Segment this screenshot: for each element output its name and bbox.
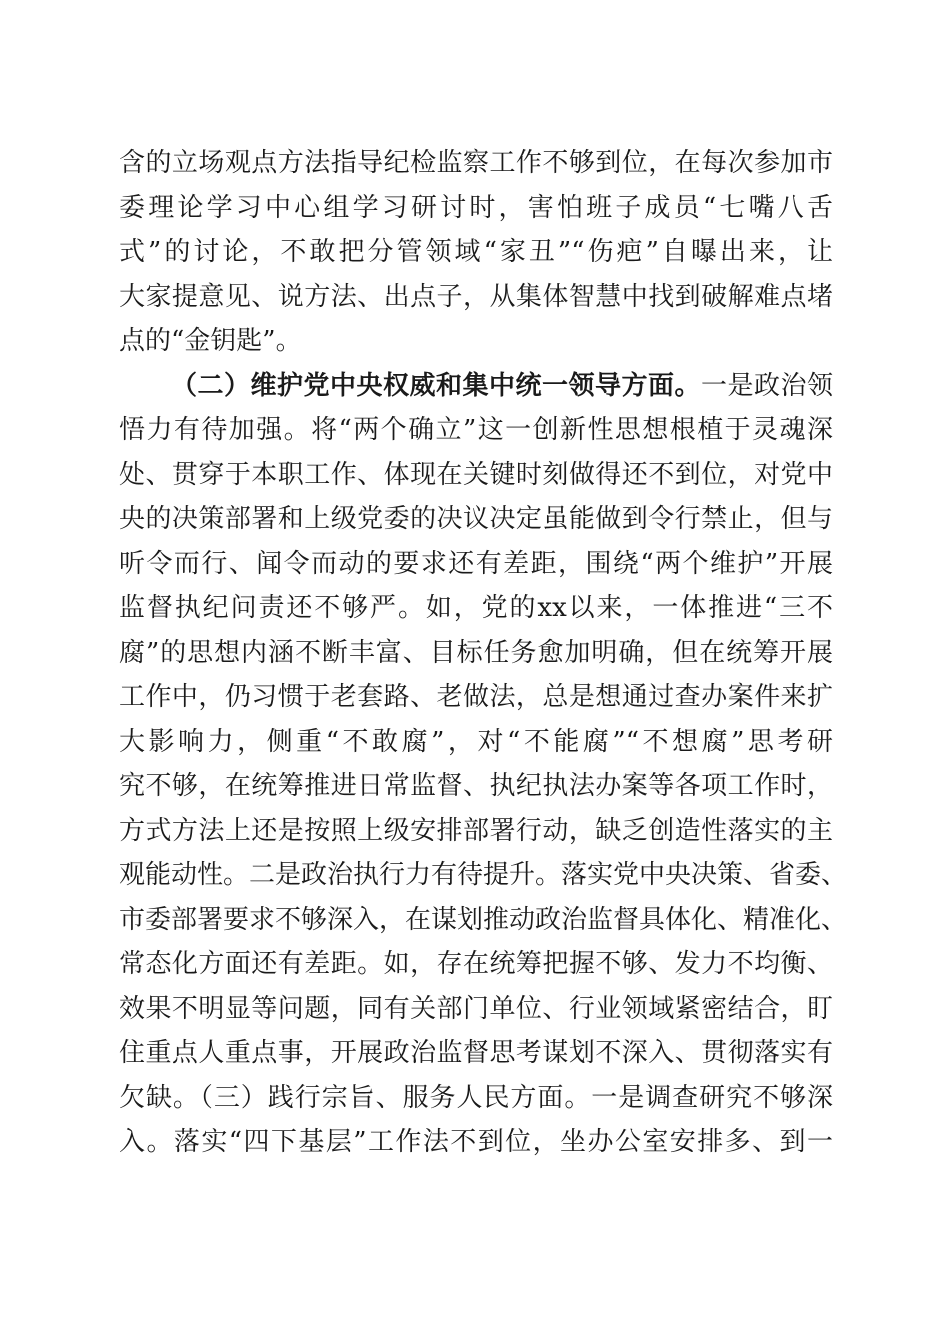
text-line: 腐”的思想内涵不断丰富、目标任务愈加明确，但在统筹开展 <box>119 637 833 668</box>
text-line: 处、贯穿于本职工作、体现在关键时刻做得还不到位，对党中 <box>119 459 833 490</box>
text-line: 究不够，在统筹推进日常监督、执纪执法办案等各项工作时， <box>119 771 833 801</box>
text-run: 一是政治领 <box>700 370 833 401</box>
text-line: 大家提意见、说方法、出点子，从集体智慧中找到破解难点堵 <box>119 281 833 312</box>
text-line: 央的决策部署和上级党委的决议决定虽能做到令行禁止，但与 <box>119 504 833 534</box>
body-text <box>119 141 848 1165</box>
text-line: 市委部署要求不够深入，在谋划推动政治监督具体化、精准化、 <box>119 904 848 935</box>
text-line: 听令而行、闻令而动的要求还有差距，围绕“两个维护”开展 <box>119 548 833 579</box>
text-line: 式”的讨论，不敢把分管领域“家丑”“伤疤”自曝出来，让 <box>119 237 833 267</box>
text-line: 住重点人重点事，开展政治监督思考谋划不深入、贯彻落实有 <box>119 1038 833 1068</box>
text-line: 大影响力，侧重“不敢腐”，对“不能腐”“不想腐”思考研 <box>119 726 833 757</box>
text-line: 委理论学习中心组学习研讨时，害怕班子成员“七嘴八舌 <box>119 192 833 223</box>
text-line: 入。落实“四下基层”工作法不到位，坐办公室安排多、到一 <box>119 1127 833 1157</box>
text-line: 点的“金钥匙”。 <box>119 326 302 356</box>
text-line: 常态化方面还有差距。如，存在统筹把握不够、发力不均衡、 <box>119 949 833 979</box>
text-line: 工作中，仍习惯于老套路、老做法，总是想通过查办案件来扩 <box>119 682 833 712</box>
text-line: 含的立场观点方法指导纪检监察工作不够到位，在每次参加市 <box>119 148 833 178</box>
text-line: 欠缺。（三）践行宗旨、服务人民方面。一是调查研究不够深 <box>119 1082 833 1113</box>
section-heading: （二）维护党中央权威和集中统一领导方面。 <box>171 370 701 401</box>
text-line: 监督执纪问责还不够严。如，党的xx以来，一体推进“三不 <box>119 593 833 623</box>
text-line: 效果不明显等问题，同有关部门单位、行业领域紧密结合，盯 <box>119 993 833 1024</box>
text-line: 方式方法上还是按照上级安排部署行动，缺乏创造性落实的主 <box>119 815 833 846</box>
section-heading-line <box>119 364 833 409</box>
text-line: 悟力有待加强。将“两个确立”这一创新性思想根植于灵魂深 <box>119 415 833 445</box>
text-line: 观能动性。二是政治执行力有待提升。落实党中央决策、省委、 <box>119 860 848 890</box>
